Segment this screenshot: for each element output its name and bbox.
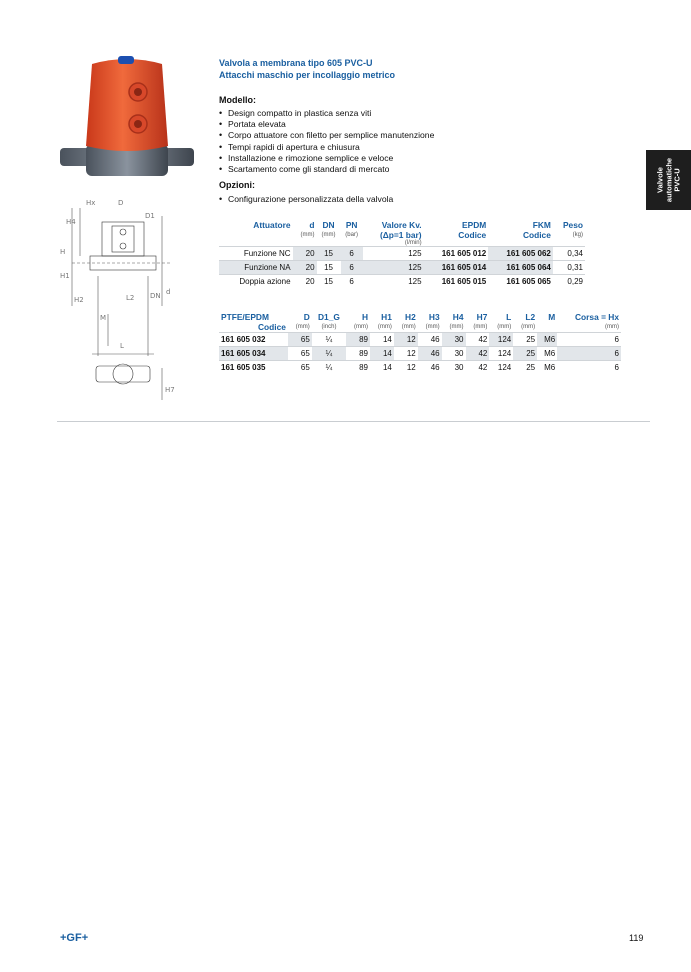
cell: 14 bbox=[370, 333, 394, 347]
kv-subheader: (Δp=1 bar) bbox=[379, 230, 422, 240]
cell: 161 605 015 bbox=[424, 275, 489, 289]
model-heading: Modello: bbox=[219, 95, 256, 105]
drawing-label-m: M bbox=[100, 314, 107, 322]
cell: 161 605 012 bbox=[424, 247, 489, 261]
unit bbox=[537, 322, 557, 333]
drawing-label-l: L bbox=[120, 342, 124, 350]
cell: 15 bbox=[317, 261, 341, 275]
feature-item: • Portata elevata bbox=[219, 119, 434, 130]
cell: 6 bbox=[341, 261, 363, 275]
col-D1G: D1_G bbox=[318, 312, 340, 322]
cell: 0,31 bbox=[553, 261, 585, 275]
col-kv: Valore Kv. bbox=[381, 220, 422, 230]
cell: 125 bbox=[363, 247, 424, 261]
cell: 46 bbox=[418, 347, 442, 361]
cell: 6 bbox=[341, 275, 363, 289]
drawing-label-dn: DN bbox=[150, 292, 161, 300]
cell: 12 bbox=[394, 361, 418, 375]
feature-item: • Scartamento come gli standard di mercato bbox=[219, 164, 434, 175]
cell: ¼ bbox=[312, 347, 346, 361]
cell: 0,34 bbox=[553, 247, 585, 261]
unit-pn: (bar) bbox=[345, 232, 358, 238]
unit: (mm) bbox=[354, 324, 368, 330]
cell: 65 bbox=[288, 333, 312, 347]
cell: 20 bbox=[293, 261, 317, 275]
cell: 89 bbox=[346, 361, 370, 375]
table-row bbox=[219, 361, 621, 375]
drawing-label-h: H bbox=[60, 248, 66, 256]
col-L2: L2 bbox=[525, 312, 536, 322]
side-tab-line-3: PVC-U bbox=[671, 168, 681, 192]
col-H: H bbox=[361, 312, 368, 322]
options-heading: Opzioni: bbox=[219, 180, 255, 190]
cell: 30 bbox=[442, 347, 466, 361]
drawing-label-h7: H7 bbox=[165, 386, 175, 394]
col-M: M bbox=[548, 312, 556, 322]
cell: 161 605 065 bbox=[488, 275, 553, 289]
col-H1: H1 bbox=[381, 312, 392, 322]
cell: 15 bbox=[317, 247, 341, 261]
unit-peso: (kg) bbox=[572, 232, 583, 238]
cell: 30 bbox=[442, 361, 466, 375]
actuator-table bbox=[219, 220, 585, 288]
title-line-2: Attacchi maschio per incollaggio metrico bbox=[219, 70, 396, 80]
unit: (mm) bbox=[401, 324, 416, 330]
cell: 15 bbox=[317, 275, 341, 289]
cell: 65 bbox=[288, 347, 312, 361]
col-d: d bbox=[309, 220, 315, 230]
table-header-row-2 bbox=[219, 230, 585, 240]
cell: 12 bbox=[394, 347, 418, 361]
side-tab-line-1: Valvole bbox=[654, 167, 664, 193]
unit: (mm) bbox=[605, 324, 619, 330]
cell: 124 bbox=[489, 361, 513, 375]
table-row bbox=[219, 275, 585, 289]
cell: 125 bbox=[363, 261, 424, 275]
cell: 6 bbox=[557, 361, 621, 375]
table-row bbox=[219, 333, 621, 347]
section-divider bbox=[57, 421, 650, 422]
col-H2: H2 bbox=[405, 312, 416, 322]
cell: 0,29 bbox=[553, 275, 585, 289]
unit-kv: (l/min) bbox=[404, 240, 422, 246]
cell: Funzione NC bbox=[219, 247, 293, 261]
side-tab-line-2: automatiche bbox=[663, 157, 673, 203]
col-peso: Peso bbox=[562, 220, 583, 230]
cell: 20 bbox=[293, 275, 317, 289]
cell: Doppia azione bbox=[219, 275, 293, 289]
epdm-subheader: Codice bbox=[458, 230, 487, 240]
unit-d: (mm) bbox=[300, 232, 315, 238]
col-L: L bbox=[506, 312, 512, 322]
cell: 12 bbox=[394, 333, 418, 347]
table-header-row bbox=[219, 312, 621, 322]
cell: 14 bbox=[370, 361, 394, 375]
page-number: 119 bbox=[629, 933, 644, 943]
gf-logo: +GF+ bbox=[60, 932, 89, 944]
cell: 46 bbox=[418, 361, 442, 375]
cell: 42 bbox=[466, 333, 490, 347]
table-row bbox=[219, 261, 585, 275]
drawing-label-h2: H2 bbox=[74, 296, 84, 304]
cell: 25 bbox=[513, 347, 537, 361]
drawing-label-h4: H4 bbox=[66, 218, 76, 226]
cell: 6 bbox=[557, 347, 621, 361]
cell: 25 bbox=[513, 333, 537, 347]
cell: 161 605 062 bbox=[488, 247, 553, 261]
table-header-row bbox=[219, 220, 585, 230]
unit: (inch) bbox=[321, 324, 337, 330]
col-pn: PN bbox=[345, 220, 358, 230]
table-row bbox=[219, 347, 621, 361]
cell: 30 bbox=[442, 333, 466, 347]
drawing-label-hx: Hx bbox=[86, 199, 96, 207]
unit-dn: (mm) bbox=[321, 232, 336, 238]
cell: ¼ bbox=[312, 361, 346, 375]
codice-subheader: Codice bbox=[257, 322, 286, 332]
col-dn: DN bbox=[322, 220, 335, 230]
cell: 124 bbox=[489, 347, 513, 361]
feature-item: • Corpo attuatore con filetto per semplice manutenzione bbox=[219, 130, 434, 141]
drawing-label-d1: D1 bbox=[145, 212, 155, 220]
drawing-label-l2: L2 bbox=[126, 294, 135, 302]
cell: 25 bbox=[513, 361, 537, 375]
cell: 46 bbox=[418, 333, 442, 347]
cell: 89 bbox=[346, 333, 370, 347]
cell: 161 605 032 bbox=[219, 333, 288, 347]
col-attuatore: Attuatore bbox=[253, 220, 291, 230]
col-ptfe-epdm: PTFE/EPDM bbox=[221, 312, 269, 322]
col-D: D bbox=[303, 312, 310, 322]
drawing-label-d: D bbox=[118, 199, 124, 207]
feature-item: • Tempi rapidi di apertura e chiusura bbox=[219, 142, 434, 153]
cell: 161 605 034 bbox=[219, 347, 288, 361]
unit: (mm) bbox=[521, 324, 536, 330]
cell: 89 bbox=[346, 347, 370, 361]
section-side-tab bbox=[646, 150, 691, 210]
cell: 20 bbox=[293, 247, 317, 261]
product-title bbox=[219, 57, 395, 81]
technical-drawing bbox=[52, 196, 182, 406]
cell: 161 605 014 bbox=[424, 261, 489, 275]
title-line-1: Valvola a membrana tipo 605 PVC-U bbox=[219, 58, 373, 68]
cell: 14 bbox=[370, 347, 394, 361]
unit: (mm) bbox=[473, 324, 488, 330]
col-epdm: EPDM bbox=[462, 220, 487, 230]
valve-product-photo bbox=[52, 52, 202, 184]
col-fkm: FKM bbox=[532, 220, 551, 230]
unit: (mm) bbox=[497, 324, 512, 330]
dimensions-table bbox=[219, 312, 621, 374]
cell: 42 bbox=[466, 361, 490, 375]
cell: 6 bbox=[341, 247, 363, 261]
cell: ¼ bbox=[312, 333, 346, 347]
cell: Funzione NA bbox=[219, 261, 293, 275]
col-H4: H4 bbox=[452, 312, 464, 322]
fkm-subheader: Codice bbox=[522, 230, 551, 240]
cell: 6 bbox=[557, 333, 621, 347]
cell: M6 bbox=[537, 347, 557, 361]
col-corsa: Corsa = Hx bbox=[575, 312, 619, 322]
unit: (mm) bbox=[295, 324, 310, 330]
col-H3: H3 bbox=[428, 312, 440, 322]
cell: 161 605 064 bbox=[488, 261, 553, 275]
feature-list bbox=[219, 108, 434, 175]
cell: M6 bbox=[537, 333, 557, 347]
option-item: • Configurazione personalizzata della valvola bbox=[219, 194, 393, 205]
feature-item: • Installazione e rimozione semplice e veloce bbox=[219, 153, 434, 164]
unit: (mm) bbox=[449, 324, 464, 330]
cell: 42 bbox=[466, 347, 490, 361]
drawing-label-h1: H1 bbox=[60, 272, 70, 280]
cell: 124 bbox=[489, 333, 513, 347]
table-row bbox=[219, 247, 585, 261]
col-H7: H7 bbox=[476, 312, 488, 322]
cell: 65 bbox=[288, 361, 312, 375]
options-list bbox=[219, 194, 393, 205]
unit: (mm) bbox=[425, 324, 440, 330]
cell: 125 bbox=[363, 275, 424, 289]
cell: 161 605 035 bbox=[219, 361, 288, 375]
feature-item: • Design compatto in plastica senza viti bbox=[219, 108, 434, 119]
table-unit-row bbox=[219, 322, 621, 333]
cell: M6 bbox=[537, 361, 557, 375]
drawing-label-d-small: d bbox=[166, 288, 171, 296]
unit: (mm) bbox=[377, 324, 392, 330]
